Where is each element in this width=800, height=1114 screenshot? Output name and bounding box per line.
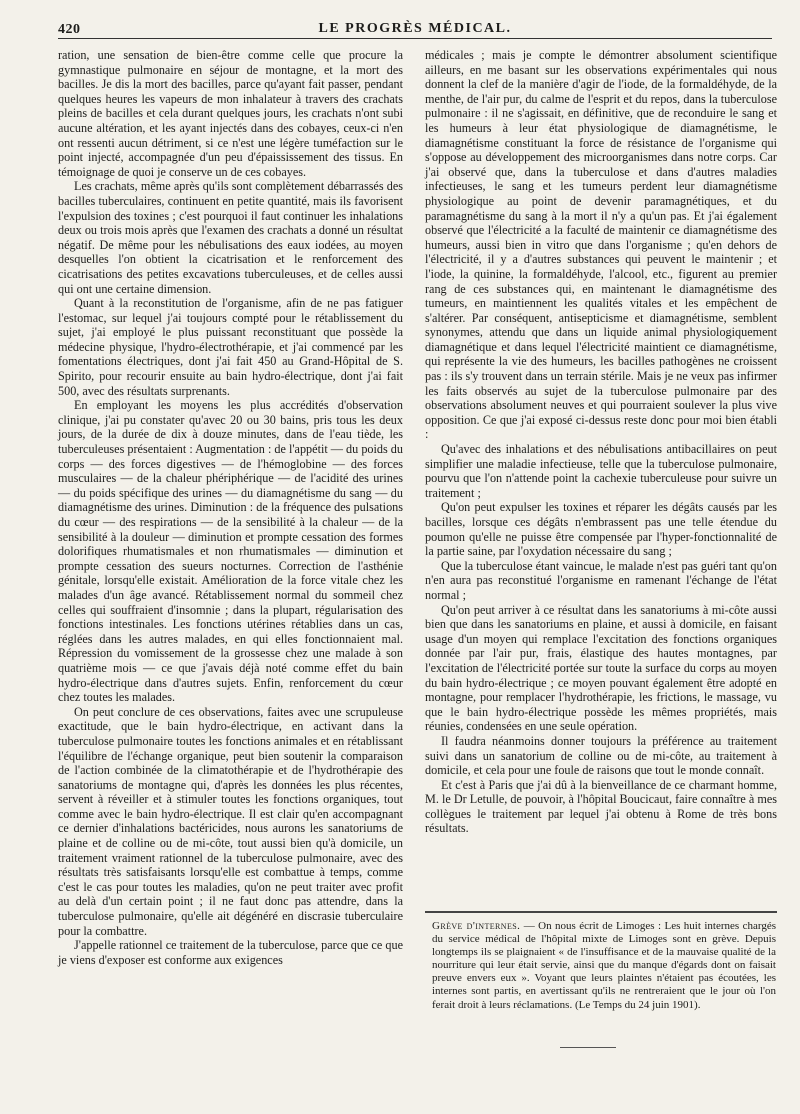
paragraph: Les crachats, même après qu'ils sont complètement débarrassés des bacilles tuberculaires, continuent en petite quantité, mais ils favorisent l'expulsion des toxines ; c'est pourquoi il faut continuer les inhalations deux ou trois mois après que l'examen des crachats a donné un résultat négatif. De même pour les nébulisations des eaux iodées, au moyen desquelles l'on obtient la cicatrisation et le renforcement des cicatrisations des petites excavations tuberculeuses, et de celles aussi qui ont une certaine dimension.: [58, 179, 403, 296]
paragraph: Qu'on peut arriver à ce résultat dans les sanatoriums à mi-côte aussi bien que dans les sanatoriums en plaine, et aussi à domicile, en faisant usage d'un moyen qui remplace l'excitation des fonctions organiques donnée par l'air pur, frais, élastique des hautes montagnes, par l'excitation de l'électricité portée sur toute la surface du corps au moyen du bain hydro-électrique ; ce moyen pouvant également être adopté en montagne, pour remplacer l'hydrothérapie, les frictions, le massage, vu que le bain hydro-électrique possède les mêmes propriétés, mais réunies, condensées en une seule opération.: [425, 602, 777, 734]
end-rule: [560, 1047, 616, 1048]
paragraph: Que la tuberculose étant vaincue, le malade n'est pas guéri tant qu'on n'en aura pas reconstitué l'organisme en ramenant l'échange de l'état normal ;: [425, 558, 777, 602]
paragraph: En employant les moyens les plus accrédités d'observation clinique, j'ai pu constater qu'avec 20 ou 30 bains, pris tous les deux jours, de la durée de dix à douze minutes, dans de l'eau tiède, les tuberculeuses présentaient : Augmentation : de l'appétit — du poids du corps — des forces digestives — de l'hémoglobine — des forces musculaires — de la chaleur phériphérique — de l'acidité des urines — du poids spécifique des urines — du diamagnétisme du sang — du diamagnétisme des urines. Diminution : de la fréquence des pulsations du cœur — des respirations — de la sensibilité à la chaleur — de la sensibilité à la douleur — diminution et prompte cessation des formes dolorifiques rhumatismales et non rhumatismales — diminution et prompte cessation des sueurs nocturnes. Correction de l'asthénie génitale, lorsqu'elle existait. Amélioration de la force vitale chez les malades d'un âge avancé. Rétablissement normal du sommeil chez celles qui souffraient d'insomnie ; dans la plupart, régularisation des fonctions intestinales. Les fonctions utérines rétablies dans un cas, réglées dans les autres malades, en qui elles fonctionnaient mal. Répression du vomissement de la grossesse chez une malade à son quatrième mois — ce que j'avais déjà noté comme effet du bain hydro-électrique dans d'autres sujets. Enfin, renforcement du cœur chez toutes les malades.: [58, 398, 403, 705]
paragraph: Qu'on peut expulser les toxines et réparer les dégâts causés par les bacilles, lorsque ces dégâts n'embrassent pas une telle étendue du poumon qu'elle ne puisse être compensée par l'hyper-fonctionnalité de la partie saine, par l'oxydation nécessaire du sang ;: [425, 500, 777, 559]
news-item: [432, 920, 776, 1012]
paragraph: Quant à la reconstitution de l'organisme, afin de ne pas fatiguer l'estomac, sur lequel j'ai toujours compté pour le rétablissement du sujet, j'ai employé le plus puissant reconstituant que possède la médecine physique, l'hydro-électrothérapie, et j'ai commencé par les fomentations électriques, dont j'ai fait 450 au Grand-Hôpital de S. Spirito, pour recourir ensuite au bain hydro-électrique, dont j'ai fait 500, avec des résultats surprenants.: [58, 296, 403, 398]
paragraph: médicales ; mais je compte le démontrer absolument scientifique ailleurs, en me basant sur les observations expérimentales qui nous donnent la clef de la manière d'agir de l'iode, de la formaldéhyde, de la menthe, de l'air pur, du calme de l'esprit et du repos, dans la tuberculose pulmonaire : il ne s'agissait, en définitive, que de reconduire le sang et les humeurs à leur état physiologique de diamagnétisme, le diamagnétisme constituant la force de résistance de l'organisme qui s'oppose au développement des microorganismes dans notre corps. Car j'ai observé que, dans la tuberculose et dans d'autres maladies infectieuses, le sang et les tumeurs perdent leur diamagnétisme physiologique au point de devenir paramagnétiques, et du paramagnétisme du sang à la mort il n'y a qu'un pas. Et j'ai également observé que l'électricité a la faculté de maintenir ce diamagnétisme des humeurs, aussi bien in vitro que dans l'organisme ; qu'en dehors de l'électricité, il y a d'autres substances qui peuvent le maintenir ; et l'iode, la quinine, la formaldéhyde, l'alcool, etc., figurent au premier rang de ces substances qui, en maintenant le diamagnétisme des tumeurs, en maintiennent les qualités vitales et les empêchent de s'altérer. Par conséquent, antisepticisme et diamagnétisme, semblent synonymes, attendu que dans un liquide animal physiologiquement diamagnétique et dans lequel l'électricité maintient ce diamagnétisme, qui représente la vie des humeurs, les bacilles pathogènes ne croissent pas : ils s'y trouvent dans un terrain stérile. Mais je ne veux pas infirmer les faits observés au sujet de la tuberculose pulmonaire par des observations absolument neuves et qui pourraient soulever la plus vive opposition. Ce que j'ai exposé ci-dessus reste donc pour moi bien établi :: [425, 48, 777, 442]
paragraph: Et c'est à Paris que j'ai dû à la bienveillance de ce charmant homme, M. le Dr Letulle, de pouvoir, à l'hôpital Boucicaut, faire connaître à mes collègues le traitement par lequel j'ai obtenu à Rome de très bons résultats.: [425, 777, 777, 836]
paragraph: ration, une sensation de bien-être comme celle que procure la gymnastique pulmonaire en séjour de montagne, et la mort des bacilles. Je dis la mort des bacilles, parce qu'ayant fait passer, pendant quelques heures les vapeurs de mon inhalateur à travers des crachats pleins de bacilles et cela durant quelques jours, les crachats n'ont subi aucune altération, et les ayant injectés dans des cobayes, ceux-ci n'en ont ressenti aucun détriment, si ce n'est une légère tuméfaction sur le point injecté, accompagnée d'un peu d'épaississement des tissus. En témoignage de quoi je conserve un de ces cobayes.: [58, 48, 403, 179]
right-column: [425, 48, 777, 836]
paragraph: On peut conclure de ces observations, faites avec une scrupuleuse exactitude, que le bain hydro-électrique, en activant dans la tuberculose pulmonaire toutes les fonctions animales et en rétablissant l'équilibre de l'échange organique, peut bien soutenir la comparaison de l'action combinée de la climatothérapie et de l'hydrothérapie des sanatoriums de montagne qui, d'après les données les plus récentes, servent à réveiller et à stimuler toutes les fonctions organiques, tout comme avec le bain hydro-électrique. Il est clair qu'en accompagnant ce dernier d'inhalations bactéricides, nous aurons les sanatoriums de plaine et de colline ou de mi-côte, tout aussi bien qu'à domicile, un traitement vraiment rationnel de la tuberculose pulmonaire, avec des résultats très satisfaisants lorsqu'elle est combattue à temps, comme c'est le cas pour toutes les maladies, qu'on ne peut traiter avec profit au delà d'un certain point ; il ne faut donc pas attendre, dans la tuberculose pulmonaire, qu'elle ait dégénéré en discrasie tuberculaire pour la combattre.: [58, 704, 403, 938]
news-heading: Grève d'internes.: [432, 920, 521, 932]
paragraph: Il faudra néanmoins donner toujours la préférence au traitement suivi dans un sanatorium de colline ou de mi-côte, au traitement à domicile, et cela pour une foule de raisons que tout le monde connaît.: [425, 733, 777, 778]
section-divider: [425, 911, 777, 913]
paragraph: J'appelle rationnel ce traitement de la tuberculose, parce que ce que je viens d'exposer est conforme aux exigences: [58, 938, 403, 967]
page-header: [58, 18, 772, 39]
page-number: 420: [58, 22, 81, 37]
paragraph: Qu'avec des inhalations et des nébulisations antibacillaires on peut simplifier une maladie infectieuse, telle que la tuberculose pulmonaire, pourvu que l'on n'attende point la cachexie tuberculeuse pour suivre un traitement ;: [425, 442, 777, 500]
journal-title: LE PROGRÈS MÉDICAL.: [318, 21, 512, 36]
left-column: [58, 48, 403, 967]
news-text: — On nous écrit de Limoges : Les huit internes chargés du service médical de l'hôpital mixte de Limoges sont en grève. Depuis longtemps ils se plaignaient « de l'insuffisance et de la mauvaise qualité de la nourriture qui leur était servie, ainsi que du manque d'égards dont on faisait preuve envers eux ». Voyant que leurs plaintes n'étaient pas écoutées, les internes sont partis, en avertissant qu'ils ne rentreraient que le jour où l'on ferait droit à leurs réclamations. (Le Temps du 24 juin 1901).: [432, 920, 777, 1011]
